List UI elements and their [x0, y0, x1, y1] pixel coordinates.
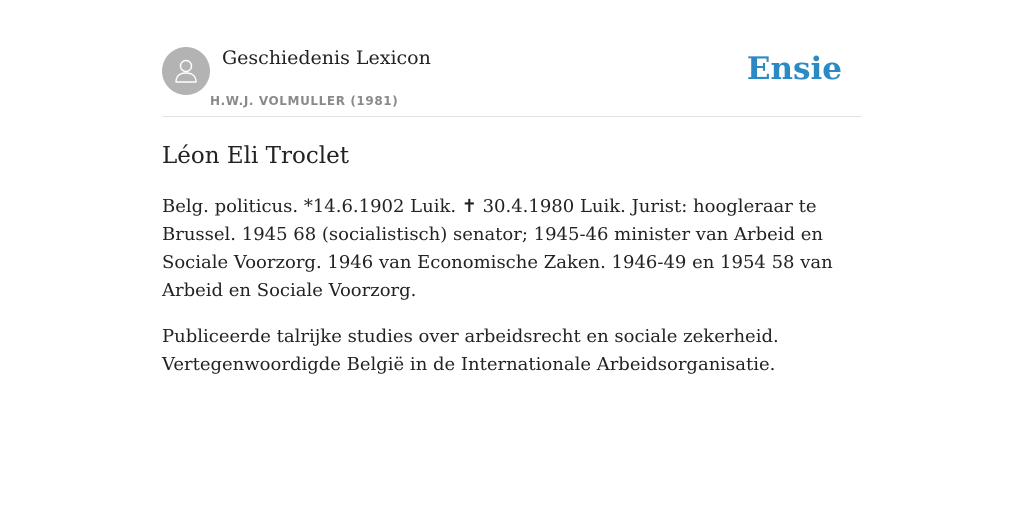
avatar[interactable] — [162, 47, 210, 95]
brand-logo[interactable]: Ensie — [746, 51, 842, 87]
user-icon — [171, 56, 201, 86]
lexicon-title[interactable]: Geschiedenis Lexicon — [222, 47, 431, 69]
entry-title: Léon Eli Troclet — [162, 143, 349, 169]
lexicon-header — [162, 0, 862, 117]
entry-paragraph-2: Publiceerde talrijke studies over arbeidsrecht en sociale zekerheid. Vertegenwoordigde België in de Internationale Arbeidsorganisatie. — [162, 326, 779, 375]
entry-paragraph-1: Belg. politicus. *14.6.1902 Luik. ✝ 30.4.1980 Luik. Jurist: hoogleraar te Brussel. 1945 68 (socialistisch) senator; 1945-46 minister van Arbeid en Sociale Voorzorg. 1946 van Economische Zaken. 1946-49 en 1954 58 van Arbeid en Sociale Voorzorg. — [162, 196, 833, 301]
author-credit[interactable]: H.W.J. VOLMULLER (1981) — [210, 94, 399, 108]
entry-card — [162, 0, 862, 379]
